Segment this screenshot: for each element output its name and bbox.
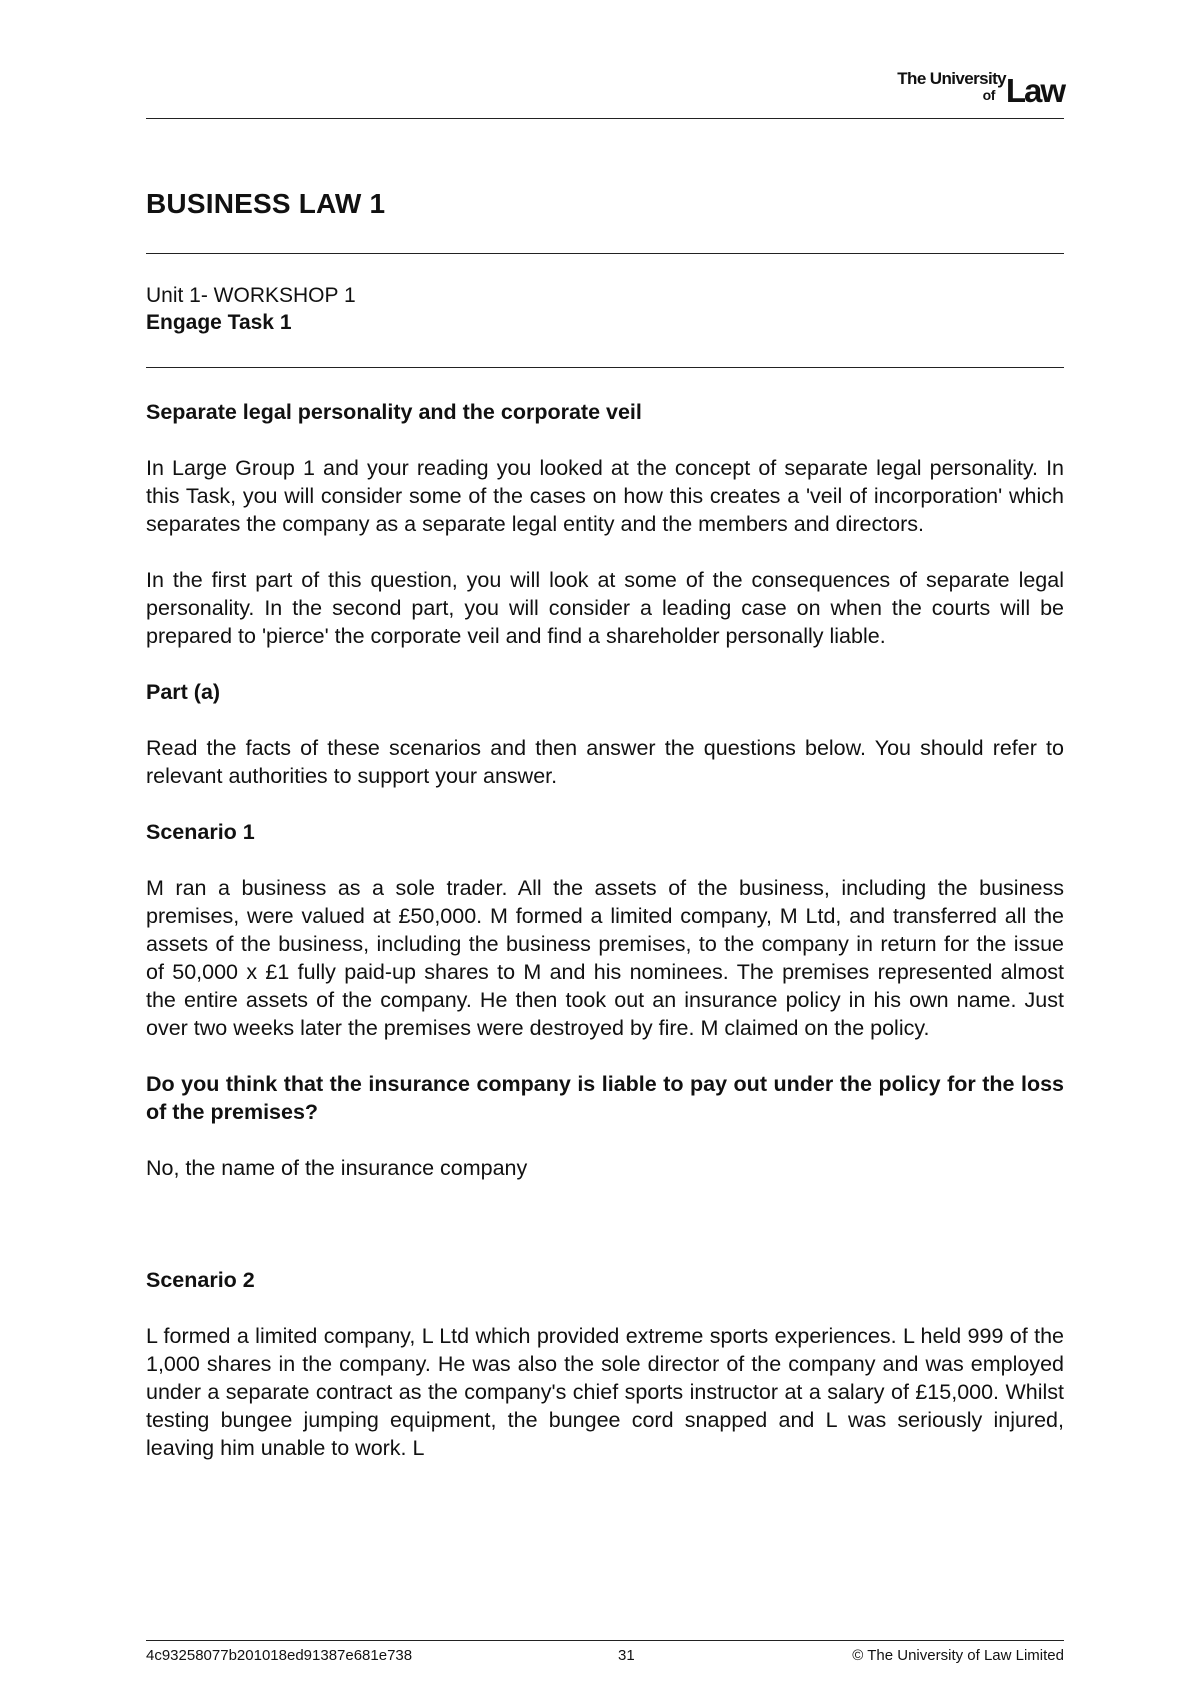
logo-text-law: Law xyxy=(1005,72,1064,109)
page-footer xyxy=(146,1640,1064,1667)
logo-text-the-university: The University xyxy=(897,69,1006,88)
intro-paragraph-2: In the first part of this question, you will look at some of the consequences of separate legal personality. In the second part, you will consider a leading case on when the courts will be prepared to 'pierce' the corporate veil and find a shareholder personally liable. xyxy=(146,568,1064,648)
footer-document-id: 4c93258077b201018ed91387e681e738 xyxy=(146,1647,413,1664)
document-body xyxy=(146,398,1064,1490)
part-a-instructions: Read the facts of these scenarios and then answer the questions below. You should refer to relevant authorities to support your answer. xyxy=(146,736,1064,788)
university-of-law-logo xyxy=(854,66,1064,110)
footer-copyright: © The University of Law Limited xyxy=(852,1647,1064,1664)
document-title: BUSINESS LAW 1 xyxy=(146,188,386,219)
footer-divider xyxy=(146,1640,1064,1641)
scenario-1-answer[interactable]: No, the name of the insurance company xyxy=(146,1156,528,1180)
intro-paragraph-1: In Large Group 1 and your reading you looked at the concept of separate legal personality. In this Task, you will consider some of the cases on how this creates a 'veil of incorporation' which separates the company as a separate legal entity and the members and directors. xyxy=(146,456,1064,536)
document-page xyxy=(146,0,1064,1696)
section-heading: Separate legal personality and the corporate veil xyxy=(146,400,642,424)
title-divider xyxy=(146,253,1064,254)
part-a-heading: Part (a) xyxy=(146,680,221,704)
header-divider xyxy=(146,118,1064,119)
section-divider xyxy=(146,367,1064,368)
scenario-2-heading: Scenario 2 xyxy=(146,1268,255,1292)
scenario-1-text: M ran a business as a sole trader. All the assets of the business, including the business premises, were valued at £50,000. M formed a limited company, M Ltd, and transferred all the assets of the business, including the business premises, to the company in return for the issue of 50,000 x £1 fully paid-up shares to M and his nominees. The premises represented almost the entire assets of the company. He then took out an insurance policy in his own name. Just over two weeks later the premises were destroyed by fire. M claimed on the policy. xyxy=(146,876,1064,1040)
answer-space xyxy=(146,1182,1064,1266)
footer-page-number: 31 xyxy=(618,1647,635,1664)
task-label: Engage Task 1 xyxy=(146,311,292,334)
scenario-2-text: L formed a limited company, L Ltd which provided extreme sports experiences. L held 999 of the 1,000 shares in the company. He was also the sole director of the company and was employed under a separate contract as the company's chief sports instructor at a salary of £15,000. Whilst testing bungee jumping equipment, the bungee cord snapped and L was seriously injured, leaving him unable to work. L xyxy=(146,1324,1064,1460)
unit-label: Unit 1- WORKSHOP 1 xyxy=(146,284,356,307)
logo-text-of: of xyxy=(982,87,995,103)
scenario-1-question: Do you think that the insurance company is liable to pay out under the policy for the loss of the premises? xyxy=(146,1072,1064,1124)
scenario-1-heading: Scenario 1 xyxy=(146,820,255,844)
